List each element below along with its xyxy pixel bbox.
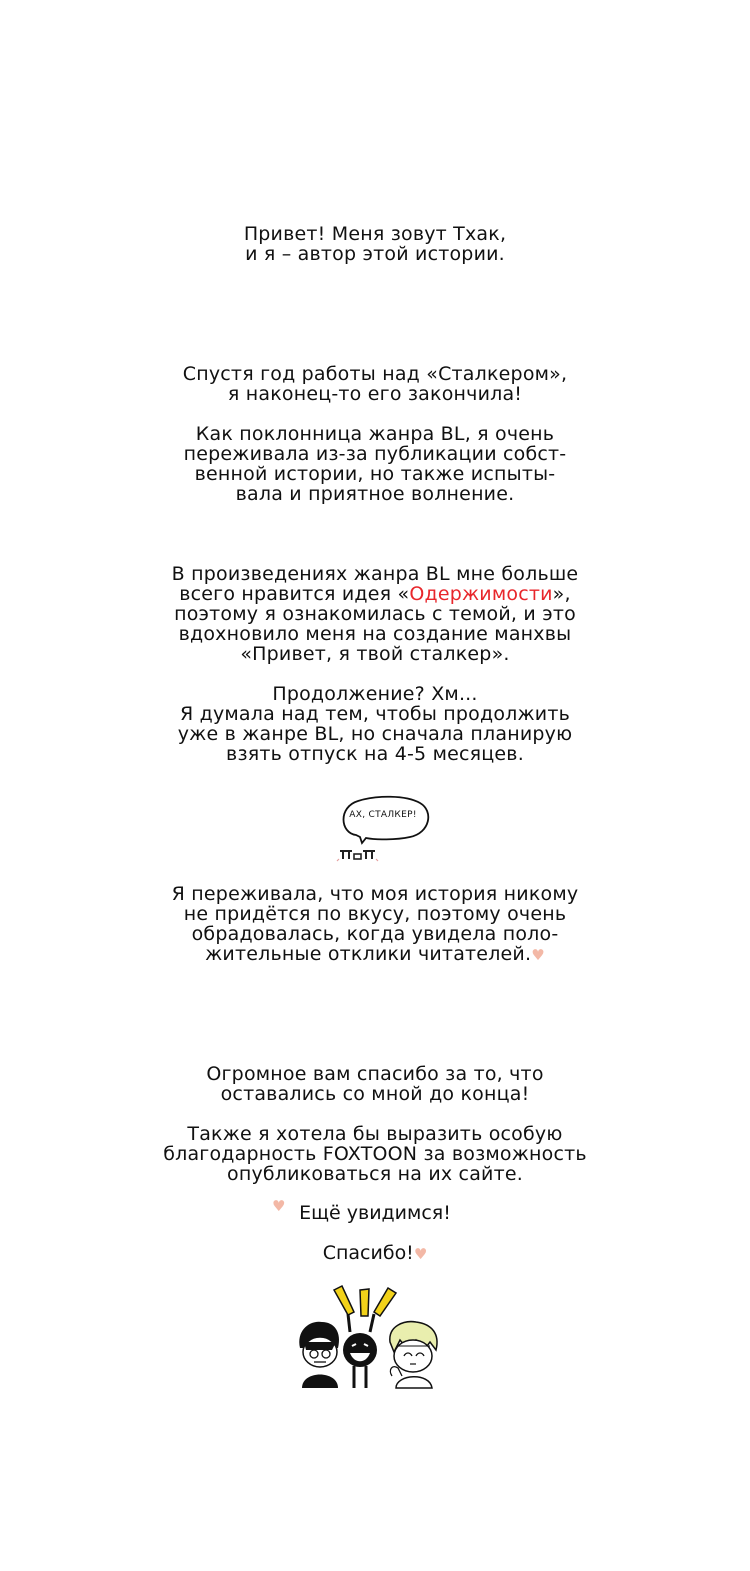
idea-line: В произведениях жанра BL мне больше xyxy=(171,563,579,585)
intro-line: и я – автор этой истории. xyxy=(245,243,505,265)
foxtoon-line: опубликоваться на их сайте. xyxy=(227,1163,523,1185)
sequel-line: Продолжение? Хм... xyxy=(272,683,478,705)
foxtoon-paragraph xyxy=(0,1124,750,1184)
idea-line-start: всего нравится идея « xyxy=(179,583,410,605)
characters-icon xyxy=(292,1280,448,1392)
finish-line: я наконец-то его закончила! xyxy=(227,383,523,405)
foxtoon-line: Также я хотела бы выразить особую xyxy=(187,1123,563,1145)
finish-line: Спустя год работы над «Сталкером», xyxy=(182,363,568,385)
heart-icon: ♥ xyxy=(531,946,545,964)
intro-paragraph xyxy=(0,224,750,264)
gratitude-line: оставались со мной до конца! xyxy=(220,1083,530,1105)
fan-line: вала и приятное волнение. xyxy=(235,483,515,505)
worry-line-text: жительные отклики читателей. xyxy=(205,943,532,965)
idea-line: вдохновило меня на создание манхвы xyxy=(178,623,572,645)
blond-character-icon xyxy=(390,1322,437,1388)
exclamation-marks-icon xyxy=(334,1286,396,1316)
worry-paragraph xyxy=(0,884,750,965)
fan-line: Как поклонница жанра BL, я очень xyxy=(195,423,555,445)
intro-line: Привет! Меня зовут Тхак, xyxy=(243,223,507,245)
heart-icon: ♥ xyxy=(272,1197,286,1215)
sequel-line: уже в жанре BL, но сначала планирую xyxy=(177,723,573,745)
dark-haired-character-icon xyxy=(299,1322,339,1388)
worry-line: обрадовалась, когда увидела поло- xyxy=(191,923,559,945)
sequel-line: взять отпуск на 4-5 месяцев. xyxy=(226,743,524,765)
fan-line: переживала из-за публикации собст- xyxy=(183,443,567,465)
bubble-text: АХ, СТАЛКЕР! xyxy=(349,810,417,820)
speech-bubble-icon xyxy=(336,793,432,863)
idea-line-end: », xyxy=(552,583,571,605)
sequel-paragraph xyxy=(0,684,750,764)
bunny-character-icon xyxy=(343,1314,377,1388)
speech-bubble xyxy=(336,793,432,863)
worry-line: Я переживала, что моя история никому xyxy=(171,883,579,905)
heart-icon: ♥ xyxy=(413,1245,428,1263)
thanks-text: Спасибо! xyxy=(322,1242,414,1264)
see-you-text: Ещё увидимся! xyxy=(299,1202,451,1224)
idea-paragraph xyxy=(0,564,750,664)
fan-line: венной истории, но также испыты- xyxy=(194,463,556,485)
characters-illustration xyxy=(292,1280,448,1392)
idea-line xyxy=(0,584,750,604)
worry-line: не придётся по вкусу, поэтому очень xyxy=(183,903,567,925)
tiny-figure-icon xyxy=(337,851,378,861)
foxtoon-line: благодарность FOXTOON за возможность xyxy=(163,1143,587,1165)
highlight-word: Одержимости xyxy=(409,583,553,605)
worry-line xyxy=(0,944,750,965)
idea-line: «Привет, я твой сталкер». xyxy=(240,643,510,665)
sequel-line: Я думала над тем, чтобы продолжить xyxy=(179,703,571,725)
finish-paragraph xyxy=(0,364,750,404)
thanks-line xyxy=(0,1243,750,1264)
gratitude-line: Огромное вам спасибо за то, что xyxy=(206,1063,544,1085)
idea-line: поэтому я ознакомилась с темой, и это xyxy=(174,603,576,625)
gratitude-paragraph xyxy=(0,1064,750,1104)
fan-paragraph xyxy=(0,424,750,504)
